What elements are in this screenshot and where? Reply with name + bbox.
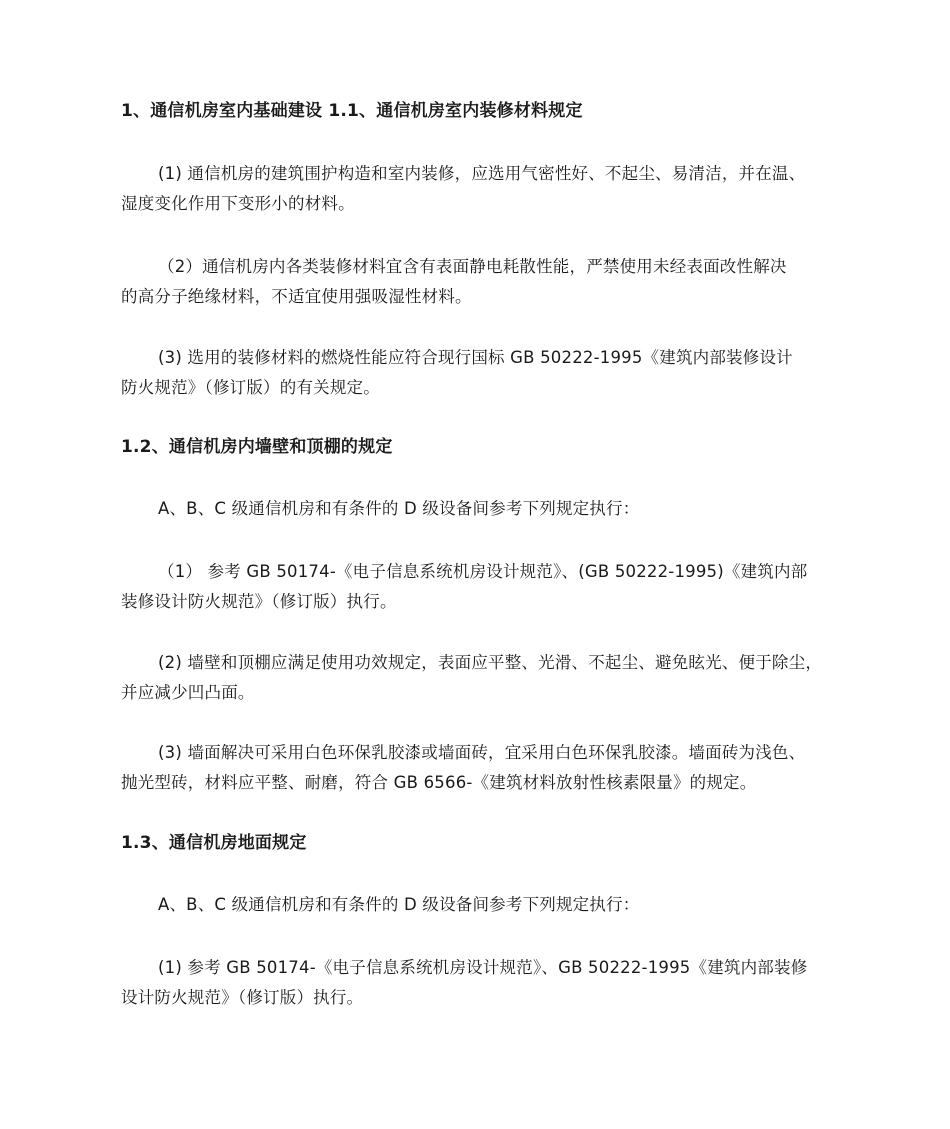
paragraph-1-2-1 [121,557,836,617]
paragraph-line: (1) 通信机房的建筑围护构造和室内装修，应选用气密性好、不起尘、易清洁，并在温、 [158,164,806,183]
paragraph-line: 装修设计防火规范》（修订版）执行。 [121,592,397,611]
section-intro-1-2: A、B、C 级通信机房和有条件的 D 级设备间参考下列规定执行： [158,499,640,518]
section-intro-1-3: A、B、C 级通信机房和有条件的 D 级设备间参考下列规定执行： [158,895,640,914]
paragraph-line: （2）通信机房内各类装修材料宜含有表面静电耗散性能，严禁使用未经表面改性解决 [158,257,787,276]
paragraph-line: 设计防火规范》（修订版）执行。 [121,988,364,1007]
paragraph-line: (3) 选用的装修材料的燃烧性能应符合现行国标 GB 50222-1995《建筑内部装修设计 [158,348,793,367]
section-heading-1-3: 1.3、通信机房地面规定 [121,833,307,853]
paragraph-1-3-1 [121,953,836,1013]
paragraph-1-2-2 [121,648,836,708]
paragraph-line: (3) 墙面解决可采用白色环保乳胶漆或墙面砖，宜采用白色环保乳胶漆。墙面砖为浅色、 [158,743,806,762]
paragraph-1-1-1 [121,159,836,219]
paragraph-line: 防火规范》（修订版）的有关规定。 [121,378,380,397]
paragraph-line: 湿度变化作用下变形小的材料。 [121,194,355,213]
section-heading-1-1: 1、通信机房室内基础建设 1.1、通信机房室内装修材料规定 [121,101,583,121]
paragraph-line: （1） 参考 GB 50174-《电子信息系统机房设计规范》、(GB 50222-1995)《建筑内部 [158,562,808,581]
paragraph-1-1-2 [121,252,836,312]
paragraph-line: 并应减少凹凸面。 [121,683,255,702]
paragraph-1-2-3 [121,738,836,798]
section-heading-1-2: 1.2、通信机房内墙壁和顶棚的规定 [121,437,393,457]
paragraph-line: (2) 墙壁和顶棚应满足使用功效规定，表面应平整、光滑、不起尘、避免眩光、便于除尘， [158,653,823,672]
paragraph-line: (1) 参考 GB 50174-《电子信息系统机房设计规范》、GB 50222-1995《建筑内部装修 [158,958,808,977]
paragraph-line: 的高分子绝缘材料，不适宜使用强吸湿性材料。 [121,287,472,306]
paragraph-1-1-3 [121,343,836,403]
paragraph-line: 抛光型砖，材料应平整、耐磨，符合 GB 6566-《建筑材料放射性核素限量》的规定。 [121,773,757,792]
